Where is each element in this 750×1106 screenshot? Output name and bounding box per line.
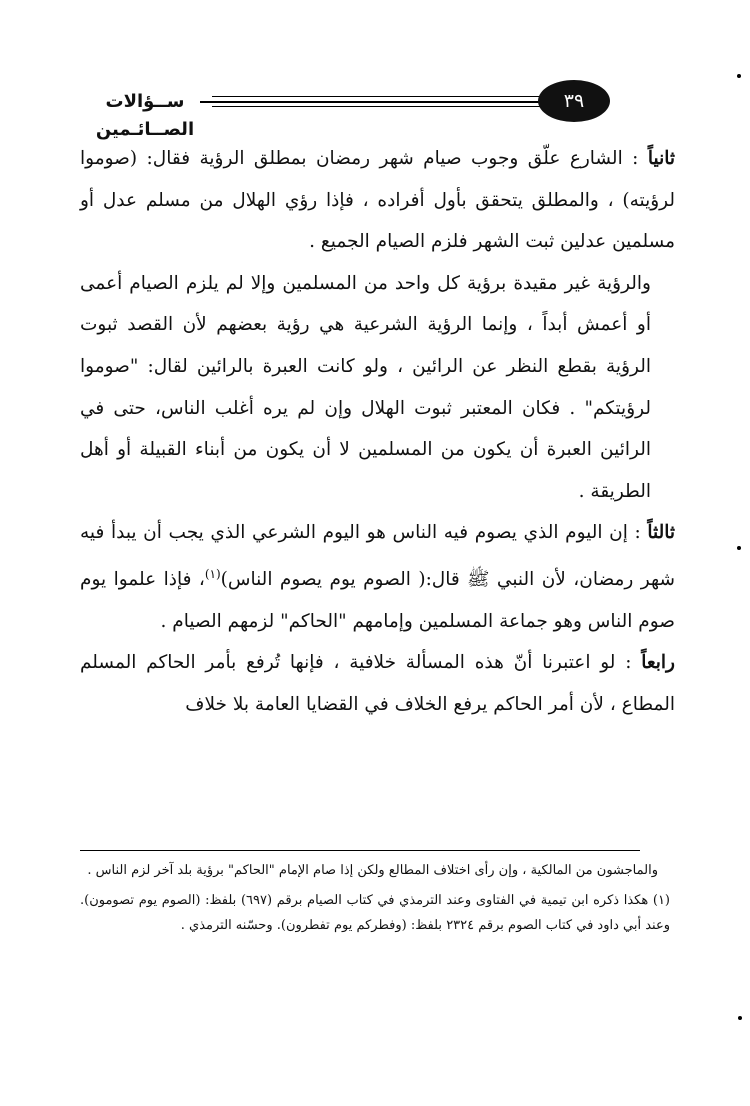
edge-mark	[738, 1016, 742, 1020]
paragraph-vision: والرؤية غير مقيدة برؤية كل واحد من المسلمين وإلا لم يلزم الصيام أعمى أو أعمش أبداً ، وإنما الرؤية الشرعية هي رؤية بعضهم لأن القصد ثبوت الرؤية بقطع النظر عن الرائين ، ولو كانت العبرة بالرائين لقال: "صوموا لرؤيتكم" . فكان المعتبر ثبوت الهلال وإن لم يره أغلب الناس، حتى في الرائين العبرة أن يكون من المسلمين لا أن يكون من أبناء القبيلة أو أهل الطريقة .	[80, 272, 651, 502]
paragraph-thirdly	[80, 512, 675, 642]
paragraph-lead: رابعاً	[641, 652, 675, 674]
footnote-divider	[80, 850, 640, 851]
footnotes	[80, 858, 670, 943]
header-rule-middle	[212, 101, 542, 103]
paragraph-lead: ثانياً	[647, 148, 675, 169]
header-rule-bottom	[212, 106, 542, 107]
paragraph-secondly	[80, 138, 675, 263]
paragraph-text-tail: ، فإذا علموا يوم صوم الناس وهو جماعة المسلمين وإمامهم "الحاكم" لزمهم الصيام .	[80, 569, 675, 632]
footnote-1: (١) هكذا ذكره ابن تيمية في الفتاوى وعند الترمذي في كتاب الصيام برقم (٦٩٧) بلفظ: (الصوم يوم تصومون). وعند أبي داود في كتاب الصوم برقم ٢٣٢٤ بلفظ: (وفطركم يوم تفطرون). وحسّنه الترمذي .	[80, 892, 670, 933]
header-rule-top	[212, 96, 542, 97]
page-header	[0, 78, 750, 140]
footnote-ref: (١)	[204, 566, 221, 581]
main-text	[80, 138, 675, 725]
paragraph-text: : لو اعتبرنا أنّ هذه المسألة خلافية ، فإنها تُرفع بأمر الحاكم المسلم المطاع ، لأن أمر الحاكم يرفع الخلاف في القضايا العامة بلا خلاف	[80, 652, 675, 715]
footnote-continued: والماجشون من المالكية ، وإن رأى اختلاف المطالع ولكن إذا صام الإمام "الحاكم" برؤية بلد آخر لزم الناس .	[87, 863, 658, 878]
paragraph-text: : الشارع علّق وجوب صيام شهر رمضان بمطلق الرؤية فقال: (صوموا لرؤيته) ، والمطلق يتحقق بأول أفراده ، فإذا رؤي الهلال من مسلم عدل أو مسلمين عدلين ثبت الشهر فلزم الصيام الجميع .	[80, 148, 675, 253]
paragraph-text: : إن اليوم الذي يصوم فيه الناس هو اليوم الشرعي الذي يجب أن يبدأ فيه شهر رمضان، لأن النبي ﷺ قال:( الصوم يوم يصوم الناس)	[80, 522, 676, 591]
edge-mark	[737, 74, 741, 78]
running-title: ســؤالات الصــائـمين	[95, 91, 195, 140]
paragraph-lead: ثالثاً	[647, 522, 675, 544]
edge-mark	[737, 546, 741, 550]
paragraph-fourthly	[80, 642, 675, 725]
page-number: ٣٩	[538, 80, 610, 122]
